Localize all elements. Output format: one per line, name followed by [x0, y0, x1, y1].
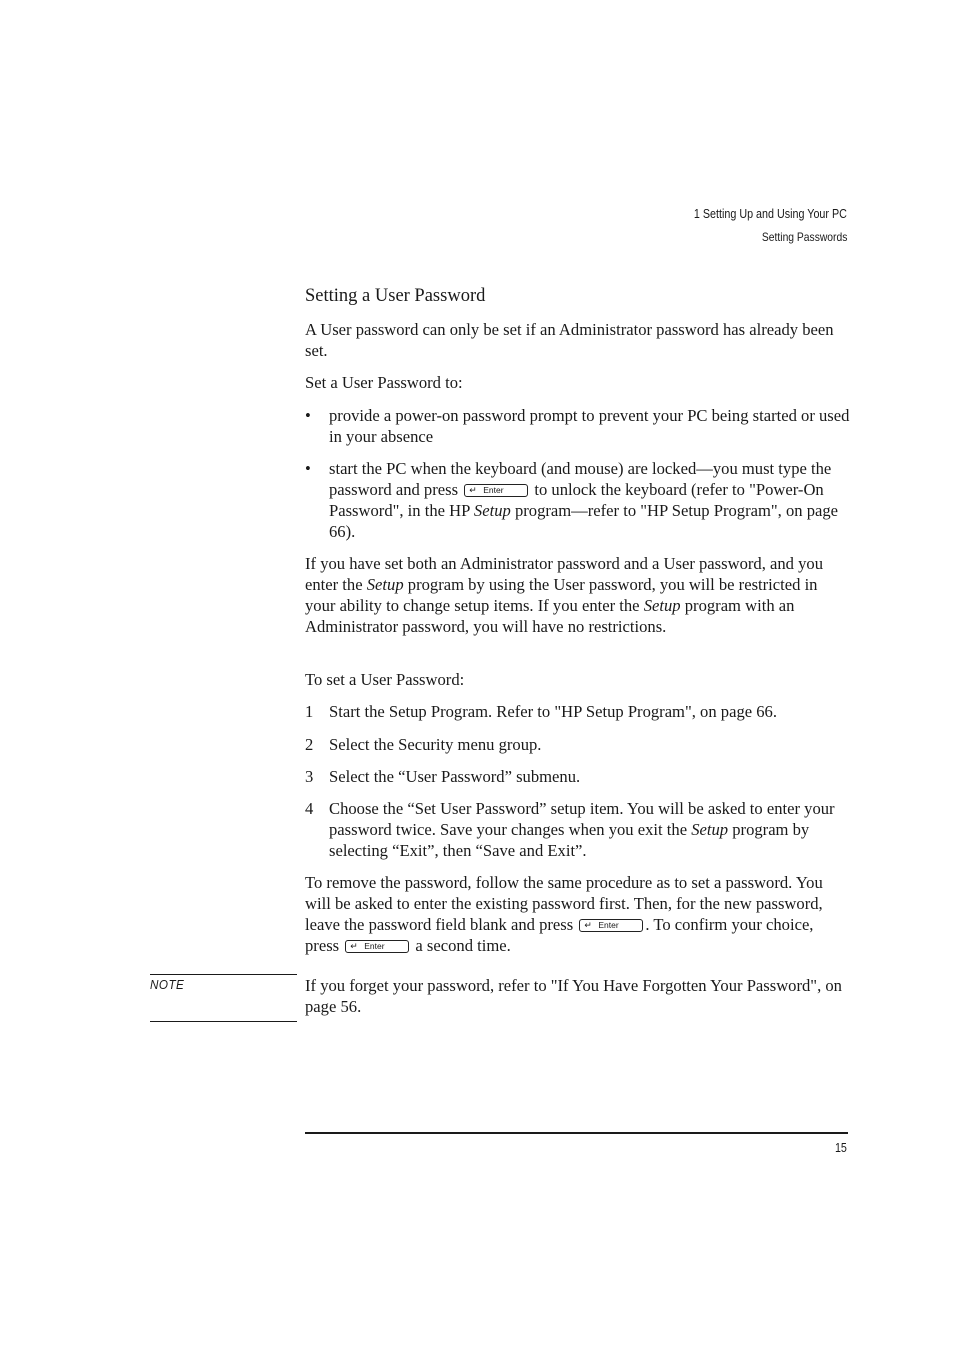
- bullet-text: [329, 458, 850, 542]
- step-text: Select the Security menu group.: [329, 735, 542, 754]
- step-text-part: Choose the “Set User Password” setup item. You will be asked to enter your password twice. Save your changes when you exit the: [329, 799, 835, 839]
- setup-italic: Setup: [643, 596, 681, 615]
- remove-text-part: a second time.: [415, 936, 511, 955]
- step-item: [305, 798, 850, 861]
- note-label: NOTE: [150, 977, 185, 992]
- step-number: 2: [305, 735, 314, 754]
- body-paragraph: [305, 553, 850, 637]
- enter-key-icon: [579, 919, 643, 932]
- bullet-text: provide a power-on password prompt to prevent your PC being started or used in your absence: [329, 406, 850, 446]
- setup-italic: Setup: [691, 820, 729, 839]
- body-text-part: If you have set both an Administrator password and a User password, and you enter the: [305, 554, 823, 594]
- bullet-item: [305, 458, 850, 542]
- return-arrow-icon: ↵: [584, 920, 592, 930]
- step-text: Start the Setup Program. Refer to "HP Setup Program", on page 66.: [329, 702, 777, 721]
- step-number: 1: [305, 702, 314, 721]
- key-label: Enter: [483, 485, 504, 495]
- bullet-text-part: to unlock the keyboard (refer to "Power-On Password", in the HP: [329, 480, 824, 520]
- step-text-part: program by selecting “Exit”, then “Save and Exit”.: [329, 820, 810, 860]
- bullet-marker: •: [305, 406, 311, 425]
- step-item: [305, 766, 850, 787]
- step-item: [305, 701, 850, 722]
- footer-rule: [305, 1132, 848, 1134]
- setup-italic: Setup: [473, 501, 511, 520]
- bullet-text-part: start the PC when the keyboard (and mouse) are locked—you must type the password and press: [329, 459, 832, 499]
- return-arrow-icon: ↵: [469, 485, 477, 495]
- bullet-text-part: program—refer to "HP Setup Program", on page 66).: [329, 501, 839, 541]
- body-text-part: program by using the User password, you will be restricted in your ability to change setup items. If you enter the: [305, 575, 818, 615]
- note-text: If you forget your password, refer to "If You Have Forgotten Your Password", on page 56.: [305, 976, 842, 1016]
- enter-key-icon: [464, 484, 528, 497]
- remove-text-part: . To confirm your choice, press: [305, 915, 814, 955]
- enter-key-icon: [345, 940, 409, 953]
- running-header-section: Setting Passwords: [761, 230, 847, 244]
- remove-paragraph: [305, 872, 850, 956]
- note-rule-top: [150, 974, 297, 975]
- intro-lead: Set a User Password to:: [305, 373, 463, 392]
- body-text-part: program with an Administrator password, you will have no restrictions.: [305, 596, 795, 636]
- remove-text-part: To remove the password, follow the same procedure as to set a password. You will be asked to enter the existing password first. Then, for the new password, leave the password field blank and press: [305, 873, 823, 934]
- bullet-marker: •: [305, 459, 311, 478]
- section-title: Setting a User Password: [305, 286, 486, 306]
- running-header-chapter: 1 Setting Up and Using Your PC: [694, 207, 847, 221]
- key-label: Enter: [364, 941, 385, 951]
- page-number: 15: [835, 1141, 847, 1155]
- step-text: Select the “User Password” submenu.: [329, 767, 581, 786]
- step-number: 3: [305, 767, 314, 786]
- bullet-item: [305, 405, 850, 447]
- step-number: 4: [305, 799, 314, 818]
- intro-paragraph: A User password can only be set if an Administrator password has already been set.: [305, 320, 834, 360]
- return-arrow-icon: ↵: [350, 941, 358, 951]
- key-label: Enter: [598, 920, 619, 930]
- note-rule-bottom: [150, 1021, 297, 1022]
- step-item: [305, 734, 850, 755]
- step-text: [329, 798, 850, 861]
- steps-lead: To set a User Password:: [305, 670, 465, 689]
- setup-italic: Setup: [366, 575, 404, 594]
